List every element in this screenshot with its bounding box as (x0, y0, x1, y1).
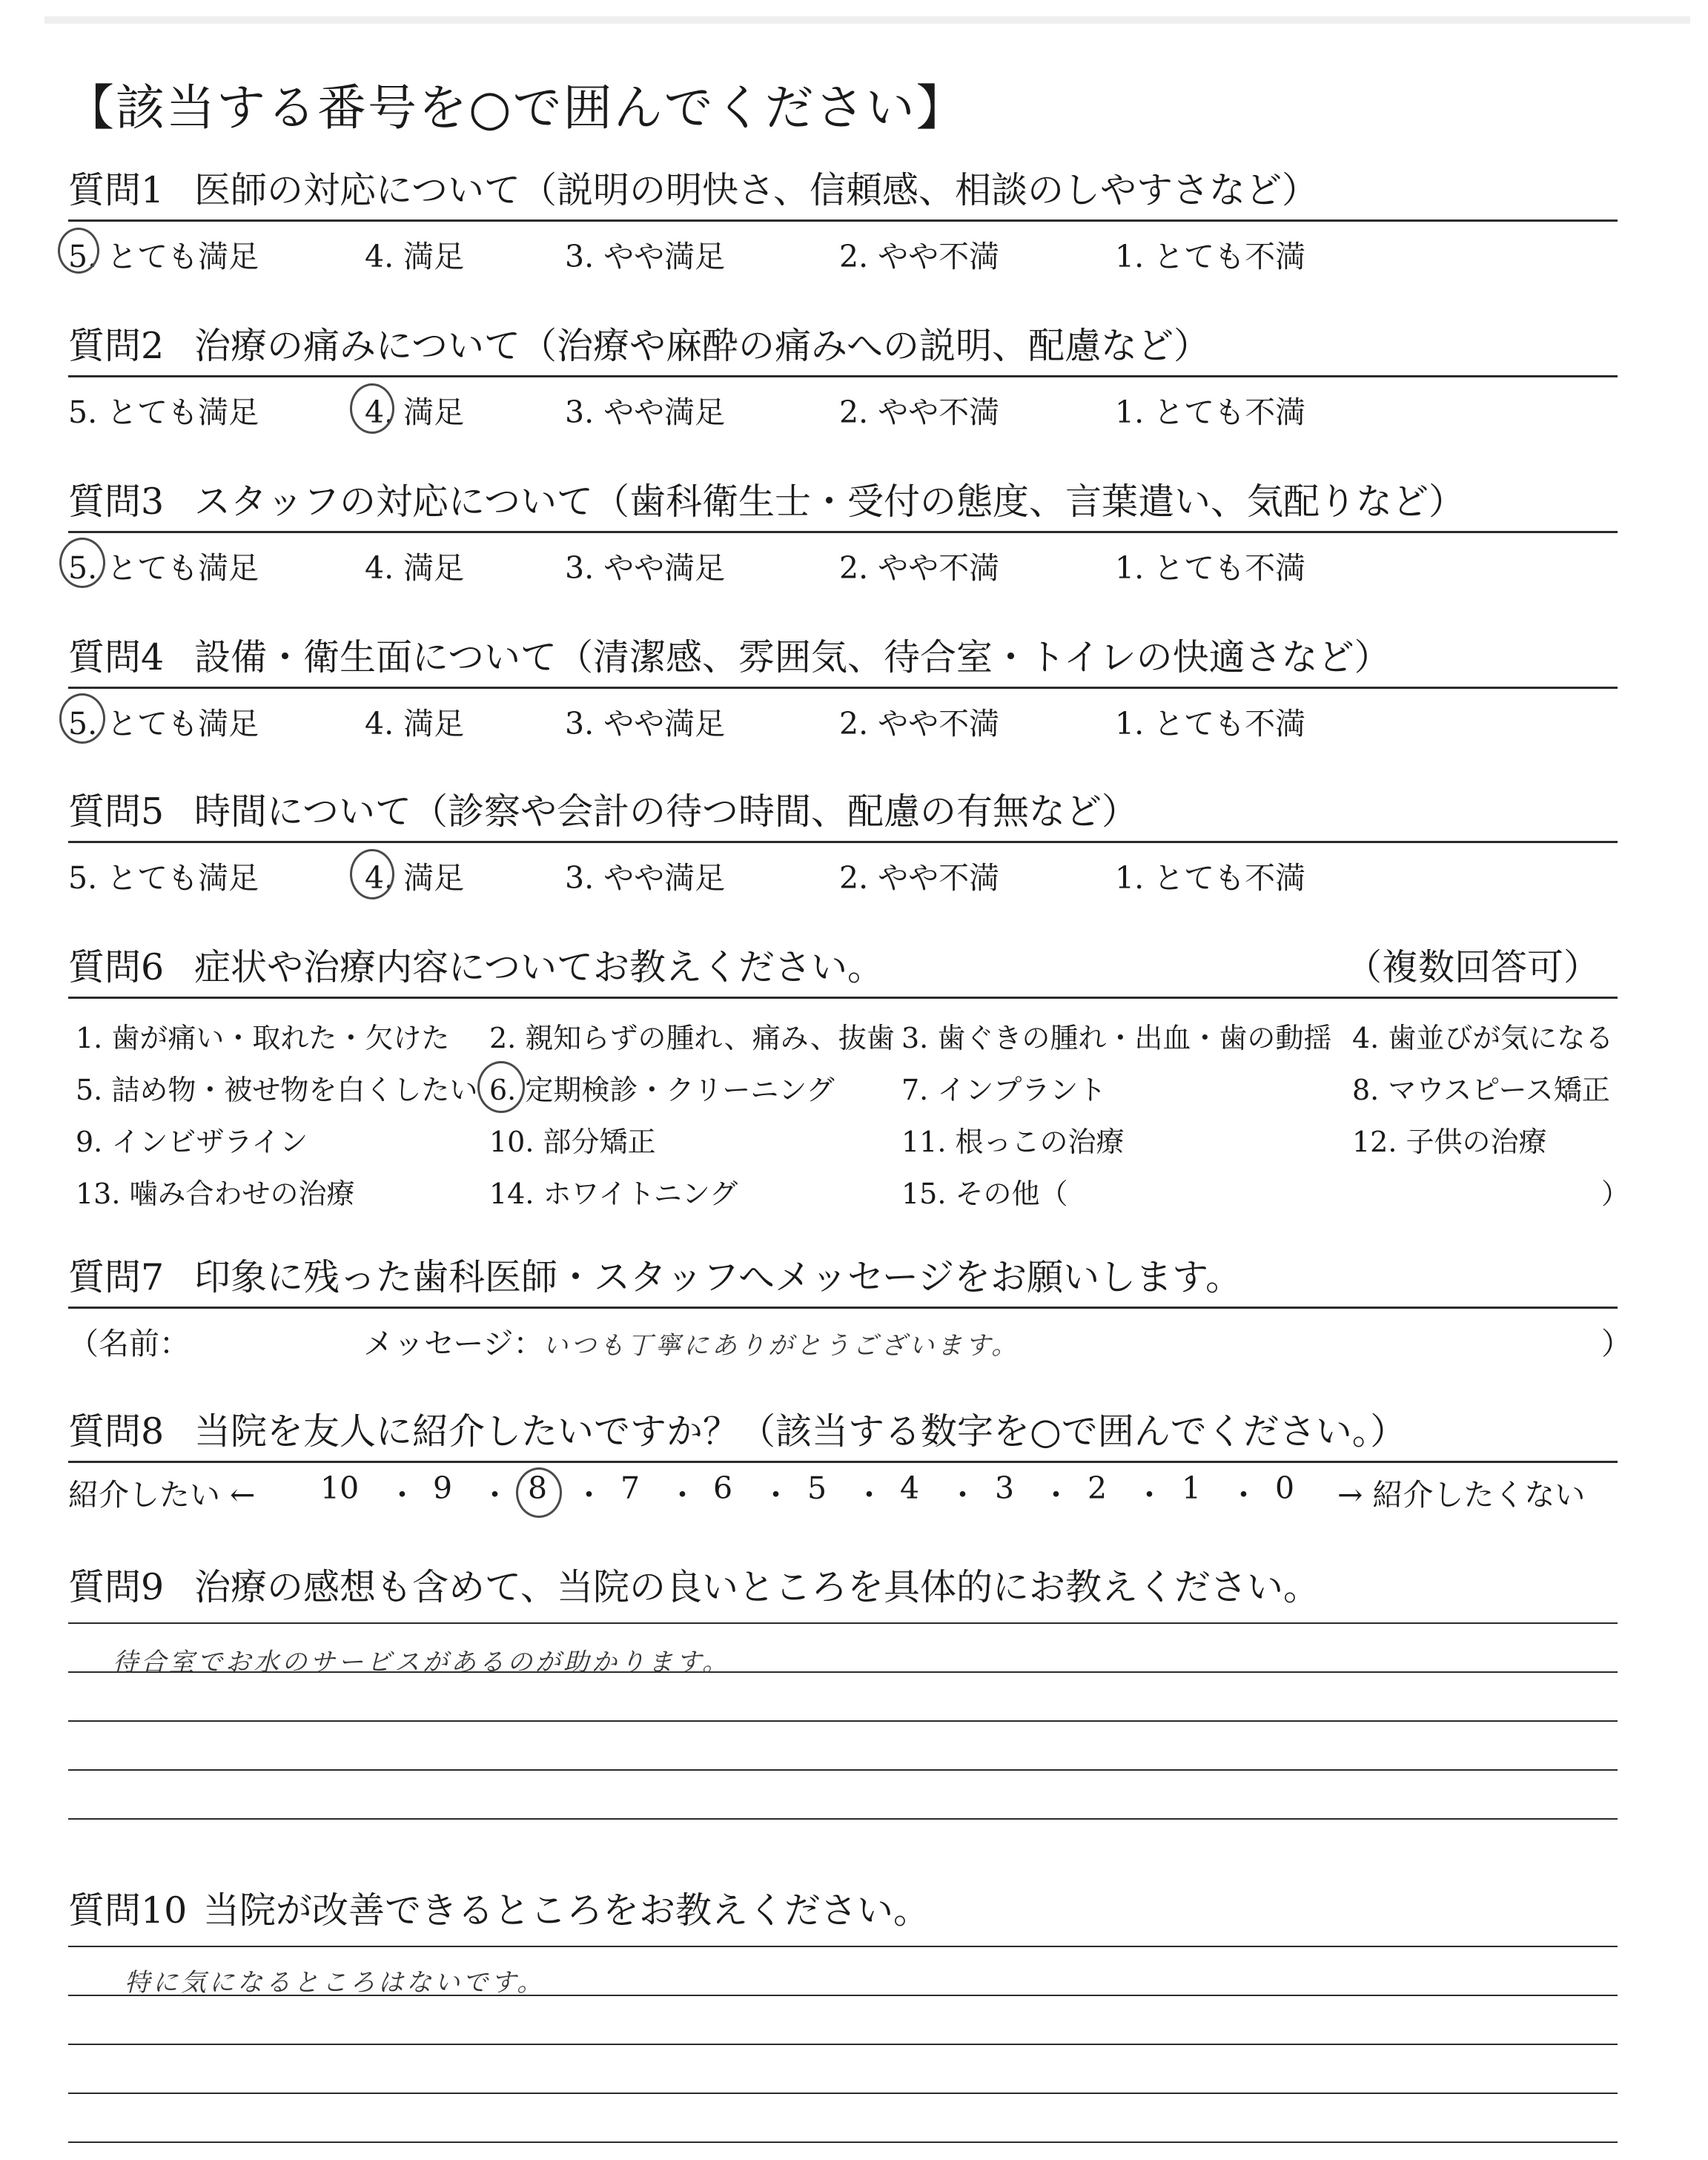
symptom-14[interactable]: 14. ホワイトニング (489, 1178, 738, 1210)
question-text: 治療の痛みについて（治療や麻酔の痛みへの説明、配慮など） (194, 325, 1211, 367)
score-9[interactable]: 9 (433, 1470, 453, 1506)
rating-5[interactable]: 5. とても満足 (68, 706, 259, 742)
handwritten-message[interactable]: いつも丁寧にありがとうございます。 (543, 1331, 1020, 1361)
selection-circle (477, 1061, 525, 1113)
rating-4[interactable]: 4. 満足 (365, 550, 465, 586)
question-text: 医師の対応について（説明の明快さ、信頼感、相談のしやすさなど） (194, 169, 1319, 211)
score-0[interactable]: 0 (1275, 1470, 1295, 1506)
rating-5[interactable]: 5. とても満足 (68, 239, 259, 274)
score-separator: ・ (574, 1477, 604, 1513)
symptom-5[interactable]: 5. 詰め物・被せ物を白くしたい (76, 1074, 478, 1106)
scan-edge (44, 16, 1690, 24)
question-1 (68, 165, 1618, 274)
score-separator: ・ (947, 1477, 978, 1513)
score-10[interactable]: 10 (320, 1470, 360, 1506)
answer-line (68, 1946, 1618, 1947)
symptom-3[interactable]: 3. 歯ぐきの腫れ・出血・歯の動揺 (901, 1022, 1332, 1054)
answer-line (68, 2141, 1618, 2143)
answer-line (68, 2093, 1618, 2094)
message-row (68, 1309, 1632, 1361)
symptom-4[interactable]: 4. 歯並びが気になる (1352, 1022, 1614, 1054)
rating-3[interactable]: 3. やや満足 (565, 706, 726, 742)
selection-circle (59, 693, 105, 744)
selection-circle (516, 1467, 562, 1518)
rating-1[interactable]: 1. とても不満 (1115, 550, 1306, 586)
score-7[interactable]: 7 (620, 1470, 640, 1506)
question-number: 質問10 (68, 1889, 188, 1932)
message-label: メッセージ： (363, 1326, 544, 1361)
answer-line (68, 1769, 1618, 1771)
question-number: 質問1 (68, 169, 165, 211)
symptom-7[interactable]: 7. インプラント (901, 1074, 1107, 1106)
rating-5[interactable]: 5. とても満足 (68, 550, 259, 586)
score-separator: ・ (1134, 1477, 1165, 1513)
rating-1[interactable]: 1. とても不満 (1115, 860, 1306, 896)
handwritten-answer[interactable]: 待合室でお水のサービスがあるのが助かります。 (113, 1648, 731, 1677)
answer-line (68, 1818, 1618, 1820)
name-label: （名前： (68, 1326, 190, 1361)
symptom-11[interactable]: 11. 根っこの治療 (901, 1126, 1125, 1158)
rating-1[interactable]: 1. とても不満 (1115, 394, 1306, 430)
question-number: 質問6 (68, 946, 165, 988)
score-5[interactable]: 5 (807, 1470, 827, 1506)
rating-4[interactable]: 4. 満足 (365, 860, 465, 896)
symptom-2[interactable]: 2. 親知らずの腫れ、痛み、抜歯 (489, 1022, 895, 1054)
selection-circle (58, 228, 99, 274)
question-8 (68, 1406, 1618, 1515)
rating-5[interactable]: 5. とても満足 (68, 860, 259, 896)
rating-5[interactable]: 5. とても満足 (68, 394, 259, 430)
question-7 (68, 1252, 1632, 1361)
score-4[interactable]: 4 (900, 1470, 920, 1506)
score-3[interactable]: 3 (995, 1470, 1015, 1506)
question-text: 当院が改善できるところをお教えください。 (203, 1889, 930, 1932)
score-separator: ・ (854, 1477, 884, 1513)
question-text: 治療の感想も含めて、当院の良いところを具体的にお教えください。 (194, 1566, 1320, 1608)
answer-lines (68, 1671, 1618, 1820)
question-text: 印象に残った歯科医師・スタッフへメッセージをお願いします。 (194, 1256, 1242, 1298)
rating-options (68, 377, 1618, 429)
question-number: 質問2 (68, 325, 165, 367)
rating-options (68, 222, 1618, 274)
rating-2[interactable]: 2. やや不満 (839, 860, 1000, 896)
question-text: 当院を友人に紹介したいですか？（該当する数字を○で囲んでください。） (194, 1410, 1407, 1453)
symptom-12[interactable]: 12. 子供の治療 (1352, 1126, 1547, 1158)
score-separator: ・ (667, 1477, 698, 1513)
answer-line (68, 1720, 1618, 1722)
question-5 (68, 786, 1618, 895)
rating-2[interactable]: 2. やや不満 (839, 550, 1000, 586)
recommend-scale (68, 1463, 1618, 1515)
answer-lines (68, 1995, 1618, 2143)
rating-options (68, 843, 1618, 895)
rating-2[interactable]: 2. やや不満 (839, 239, 1000, 274)
score-1[interactable]: 1 (1182, 1470, 1202, 1506)
rating-4[interactable]: 4. 満足 (365, 706, 465, 742)
answer-line (68, 1622, 1618, 1624)
rating-2[interactable]: 2. やや不満 (839, 706, 1000, 742)
question-number: 質問4 (68, 636, 165, 678)
score-separator: ・ (761, 1477, 791, 1513)
score-separator: ・ (1228, 1477, 1259, 1513)
rating-4[interactable]: 4. 満足 (365, 239, 465, 274)
symptom-9[interactable]: 9. インビザライン (76, 1126, 308, 1158)
form-header: 【該当する番号を○で囲んでください】 (65, 79, 967, 136)
symptom-8[interactable]: 8. マウスピース矯正 (1352, 1074, 1610, 1106)
symptom-13[interactable]: 13. 噛み合わせの治療 (76, 1178, 355, 1210)
score-2[interactable]: 2 (1088, 1470, 1108, 1506)
symptom-6[interactable]: 6. 定期検診・クリーニング (489, 1074, 835, 1106)
other-close-paren: ） (1601, 1178, 1630, 1210)
rating-3[interactable]: 3. やや満足 (565, 239, 726, 274)
question-number: 質問3 (68, 480, 165, 523)
scale-right-label: → 紹介したくない (1337, 1477, 1586, 1513)
symptom-1[interactable]: 1. 歯が痛い・取れた・欠けた (76, 1022, 450, 1054)
question-text: 時間について（診察や会計の待つ時間、配慮の有無など） (194, 790, 1139, 833)
scale-left-label: 紹介したい ← (68, 1477, 256, 1513)
symptom-options (68, 999, 1630, 1210)
question-number: 質問9 (68, 1566, 165, 1608)
score-separator: ・ (387, 1477, 417, 1513)
rating-4[interactable]: 4. 満足 (365, 394, 465, 430)
question-text: 設備・衛生面について（清潔感、雰囲気、待合室・トイレの快適さなど） (194, 636, 1391, 678)
multiple-answer-note: （複数回答可） (1345, 946, 1600, 988)
message-close-paren: ） (1601, 1326, 1632, 1361)
selection-circle (350, 849, 394, 899)
question-number: 質問8 (68, 1410, 165, 1453)
rating-3[interactable]: 3. やや満足 (565, 394, 726, 430)
score-separator: ・ (480, 1477, 510, 1513)
rating-2[interactable]: 2. やや不満 (839, 394, 1000, 430)
rating-options (68, 689, 1618, 741)
question-4 (68, 632, 1618, 741)
rating-1[interactable]: 1. とても不満 (1115, 706, 1306, 742)
symptom-10[interactable]: 10. 部分矯正 (489, 1126, 656, 1158)
question-10 (68, 1885, 1618, 2143)
score-8[interactable]: 8 (528, 1470, 548, 1506)
question-text: スタッフの対応について（歯科衛生士・受付の態度、言葉遣い、気配りなど） (194, 480, 1466, 523)
question-9 (68, 1562, 1618, 1820)
rating-3[interactable]: 3. やや満足 (565, 550, 726, 586)
selection-circle (350, 383, 394, 434)
question-3 (68, 476, 1618, 585)
rating-options (68, 533, 1618, 585)
score-separator: ・ (1041, 1477, 1071, 1513)
symptom-15-other[interactable]: 15. その他（ (901, 1178, 1068, 1210)
question-number: 質問5 (68, 790, 165, 833)
question-text: 症状や治療内容についてお教えください。 (194, 946, 884, 988)
answer-line (68, 2044, 1618, 2045)
selection-circle (59, 538, 105, 588)
handwritten-answer[interactable]: 特に気になるところはないです。 (125, 1968, 546, 1998)
rating-3[interactable]: 3. やや満足 (565, 860, 726, 896)
question-2 (68, 320, 1618, 429)
score-6[interactable]: 6 (713, 1470, 733, 1506)
question-number: 質問7 (68, 1256, 165, 1298)
rating-1[interactable]: 1. とても不満 (1115, 239, 1306, 274)
question-6 (68, 942, 1630, 1210)
